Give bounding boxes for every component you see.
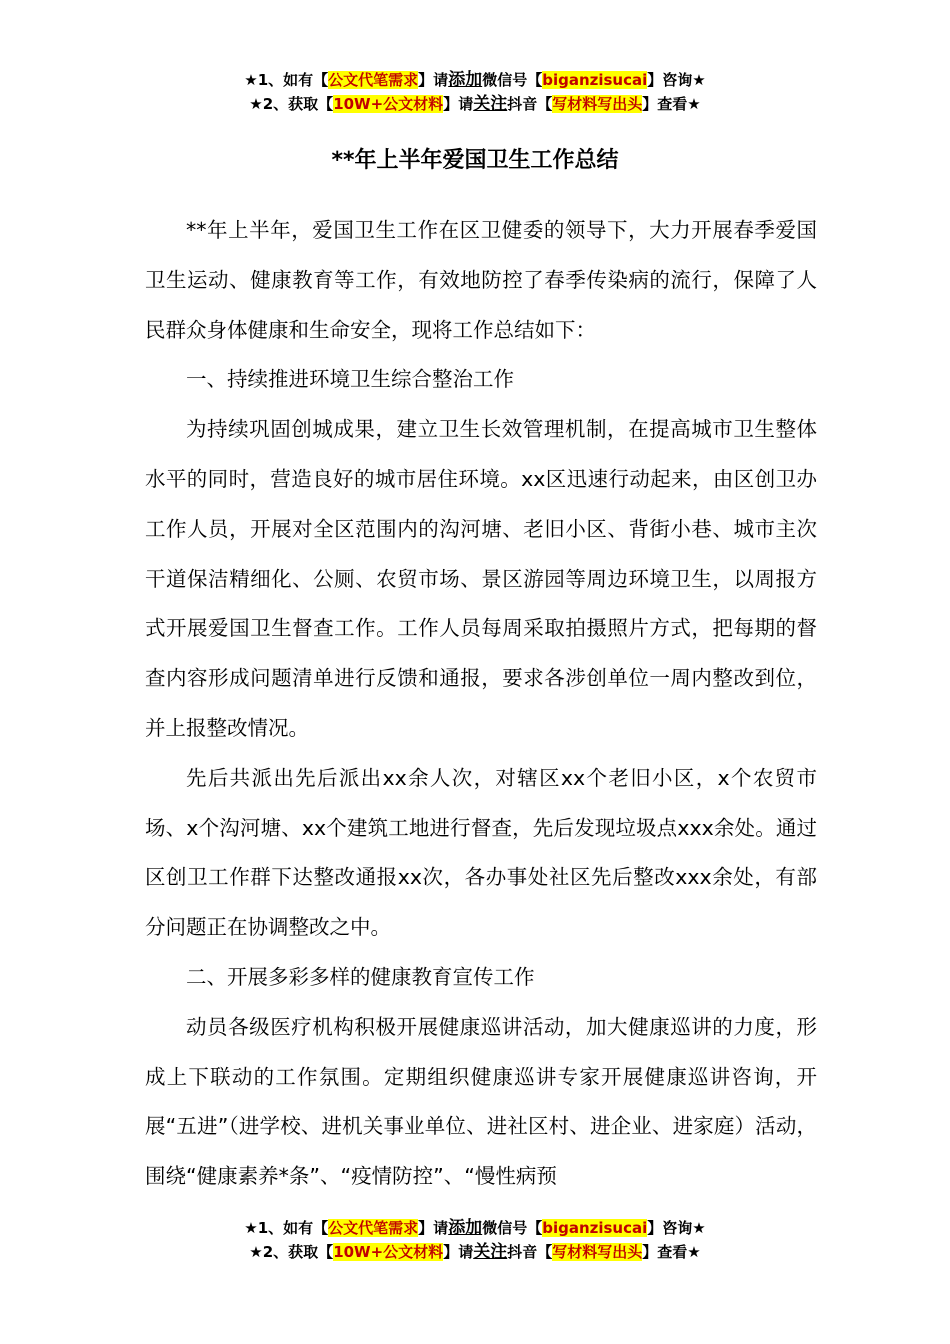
paragraph-intro: **年上半年，爱国卫生工作在区卫健委的领导下，大力开展春季爱国卫生运动、健康教育等工作，有效地防控了春季传染病的流行，保障了人民群众身体健康和生命安全，现将工作总结如下： xyxy=(145,218,817,342)
banner-line-2: ★2、获取【10W+公文材料】请关注抖音【写材料写出头】查看★ xyxy=(249,94,701,114)
banner-line-2: ★2、获取【10W+公文材料】请关注抖音【写材料写出头】查看★ xyxy=(249,1242,701,1262)
banner-line-1: ★1、如有【公文代笔需求】请添加微信号【biganzisucai】咨询★ xyxy=(244,70,706,90)
page-title: **年上半年爱国卫生工作总结 xyxy=(331,148,619,173)
banner-line-1: ★1、如有【公文代笔需求】请添加微信号【biganzisucai】咨询★ xyxy=(244,1218,706,1238)
highlight-douyin: 写材料写出头 xyxy=(552,1243,643,1261)
paragraph: 先后共派出先后派出xx余人次，对辖区xx个老旧小区，x个农贸市场、x个沟河塘、xx个建筑工地进行督查，先后发现垃圾点xxx余处。通过区创卫工作群下达整改通报xx次，各办事处社区先后整改xxx余处，有部分问题正在协调整改之中。 xyxy=(145,765,817,940)
highlight-materials: 10W+公文材料 xyxy=(333,1243,444,1261)
highlight-douyin: 写材料写出头 xyxy=(552,95,643,113)
paragraph: 动员各级医疗机构积极开展健康巡讲活动，加大健康巡讲的力度，形成上下联动的工作氛围。定期组织健康巡讲专家开展健康巡讲咨询，开展“五进”（进学校、进机关事业单位、进社区村、进企业、进家庭）活动，围绕“健康素养*条”、“疫情防控”、“慢性病预 xyxy=(145,1014,817,1189)
highlight-service: 公文代笔需求 xyxy=(328,1219,419,1237)
section-heading-1: 一、持续推进环境卫生综合整治工作 xyxy=(186,367,514,392)
section-heading-2: 二、开展多彩多样的健康教育宣传工作 xyxy=(186,964,535,989)
header-banner xyxy=(0,68,950,116)
footer-banner xyxy=(0,1216,950,1264)
highlight-materials: 10W+公文材料 xyxy=(333,95,444,113)
paragraph: 为持续巩固创城成果，建立卫生长效管理机制，在提高城市卫生整体水平的同时，营造良好的城市居住环境。xx区迅速行动起来，由区创卫办工作人员，开展对全区范围内的沟河塘、老旧小区、背街小巷、城市主次干道保洁精细化、公厕、农贸市场、景区游园等周边环境卫生，以周报方式开展爱国卫生督查工作。工作人员每周采取拍摄照片方式，把每期的督查内容形成问题清单进行反馈和通报，要求各涉创单位一周内整改到位，并上报整改情况。 xyxy=(145,417,817,740)
document-body xyxy=(145,206,817,1202)
highlight-wechat-id: biganzisucai xyxy=(542,1219,648,1237)
highlight-wechat-id: biganzisucai xyxy=(542,71,648,89)
highlight-service: 公文代笔需求 xyxy=(328,71,419,89)
